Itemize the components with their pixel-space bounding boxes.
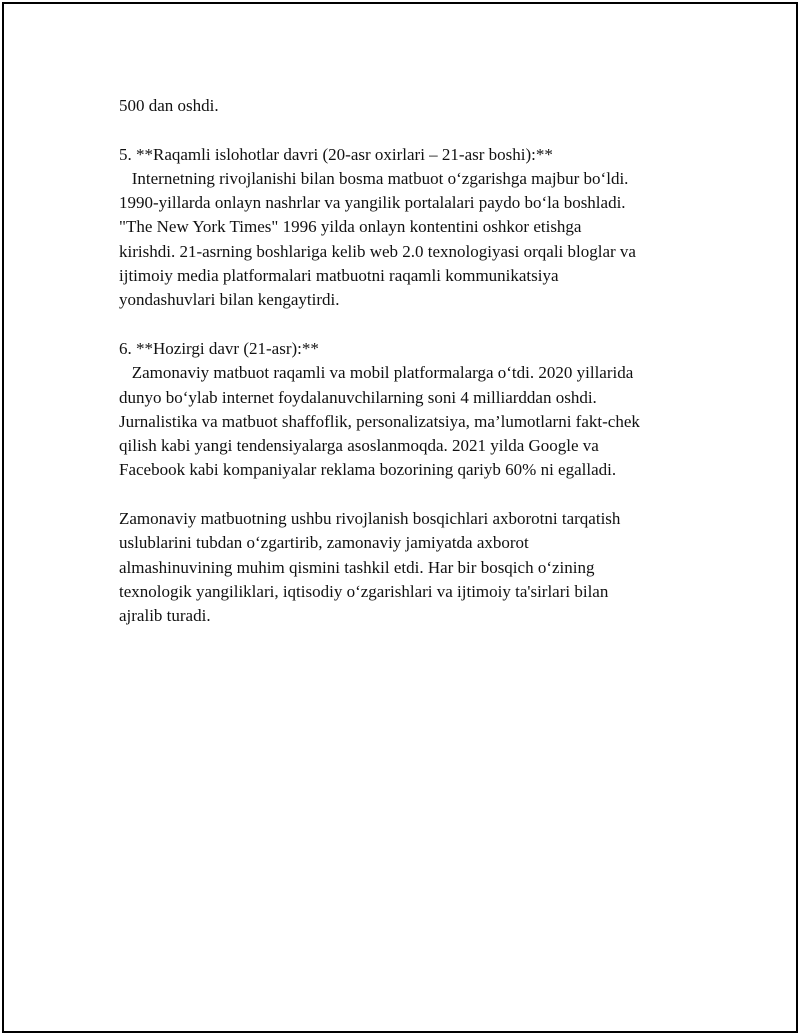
section-6-line: Zamonaviy matbuot raqamli va mobil platformalarga o‘tdi. 2020 yillarida [119, 363, 634, 383]
section-5-line: "The New York Times" 1996 yilda onlayn kontentini oshkor etishga [119, 217, 582, 237]
document-page [2, 2, 798, 1033]
paragraph-gap [119, 313, 719, 337]
section-5-line: Internetning rivojlanishi bilan bosma matbuot o‘zgarishga majbur bo‘ldi. [119, 168, 629, 188]
document-body [119, 94, 719, 629]
section-5-line: yondashuvlari bilan kengaytirdi. [119, 290, 340, 310]
section-5-line: 1990-yillarda onlayn nashrlar va yangilik portalalari paydo bo‘la boshladi. [119, 193, 626, 213]
intro-tail-text: 500 dan oshdi. [119, 96, 219, 115]
section-6 [119, 337, 719, 483]
conclusion-paragraph [119, 507, 719, 628]
section-6-line: Facebook kabi kompaniyalar reklama bozorining qariyb 60% ni egalladi. [119, 460, 617, 480]
section-6-line: dunyo bo‘ylab internet foydalanuvchilarning soni 4 milliarddan oshdi. [119, 387, 597, 407]
section-6-heading: 6. **Hozirgi davr (21-asr):** [119, 338, 319, 358]
section-6-line: qilish kabi yangi tendensiyalarga asoslanmoqda. 2021 yilda Google va [119, 436, 599, 456]
conclusion-line: Zamonaviy matbuotning ushbu rivojlanish bosqichlari axborotni tarqatish [119, 509, 621, 529]
section-6-line: Jurnalistika va matbuot shaffoflik, personalizatsiya, ma’lumotlarni fakt-chek [119, 411, 640, 431]
conclusion-line: almashinuvining muhim qismini tashkil etdi. Har bir bosqich o‘zining [119, 557, 595, 577]
paragraph-gap [119, 483, 719, 507]
conclusion-line: ajralib turadi. [119, 606, 211, 626]
section-5-line: kirishdi. 21-asrning boshlariga kelib web 2.0 texnologiyasi orqali bloglar va [119, 241, 636, 261]
conclusion-line: uslublarini tubdan o‘zgartirib, zamonaviy jamiyatda axborot [119, 533, 529, 553]
section-5-line: ijtimoiy media platformalari matbuotni raqamli kommunikatsiya [119, 266, 559, 286]
section-5 [119, 143, 719, 313]
conclusion-line: texnologik yangiliklari, iqtisodiy o‘zgarishlari va ijtimoiy ta'sirlari bilan [119, 581, 609, 601]
section-5-heading: 5. **Raqamli islohotlar davri (20-asr oxirlari – 21-asr boshi):** [119, 144, 553, 164]
paragraph-gap [119, 118, 719, 142]
